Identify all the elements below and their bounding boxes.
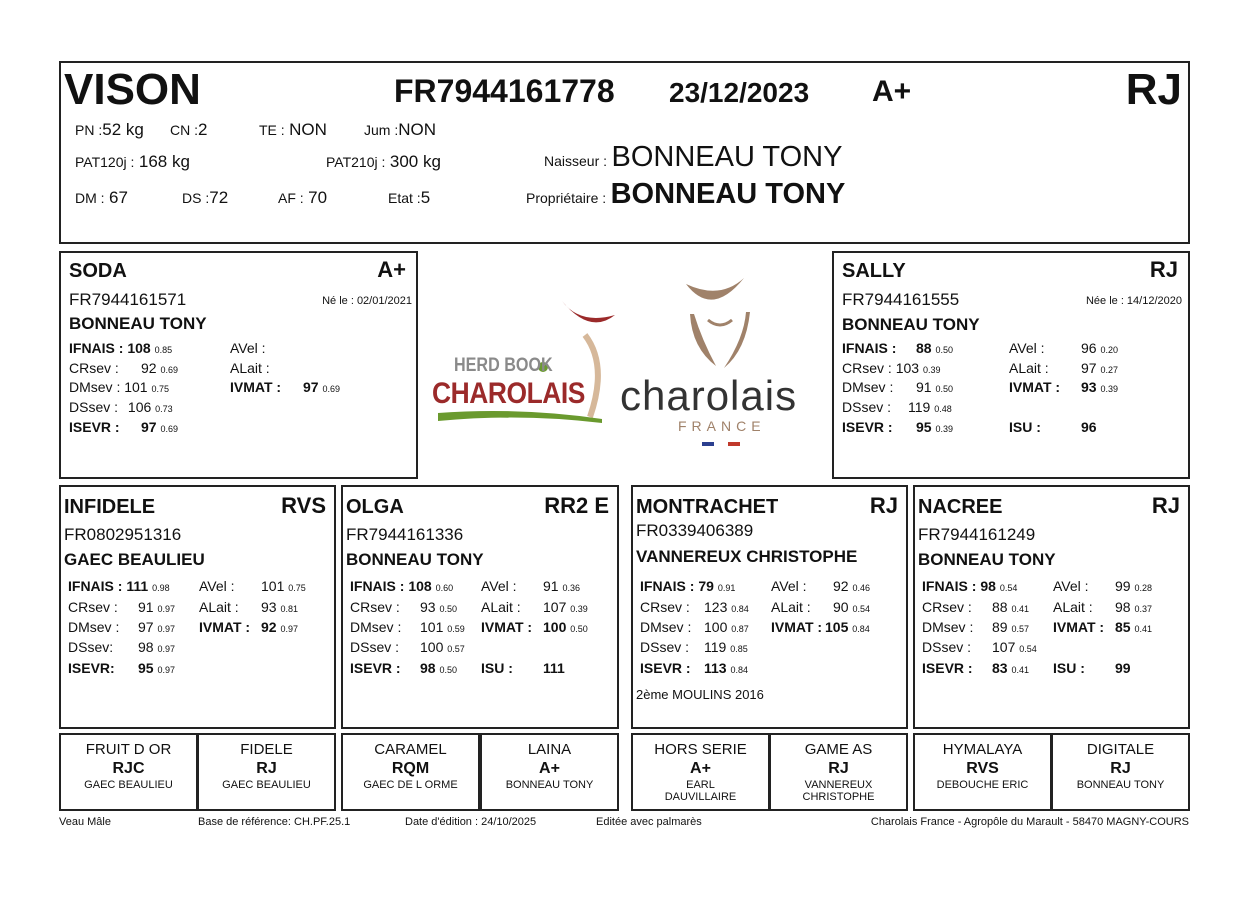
gp-ivmat: IVMAT : (1053, 619, 1105, 635)
great-grandparent-box (913, 733, 1052, 811)
etat-field (388, 188, 430, 208)
gp-isu: ISU : (1053, 660, 1085, 676)
ggp-grade: RVS (966, 760, 999, 777)
grandparent-grade: RJ (1151, 493, 1180, 518)
sire-id: FR7944161571 (69, 290, 187, 309)
grandparent-owner: VANNEREUX CHRISTOPHE (636, 547, 858, 566)
gp-crsev-value: 123 0.84 (704, 599, 749, 615)
pat120-value: 168 kg (138, 152, 190, 171)
gp-dssev: DSsev: (68, 639, 114, 655)
gp-crsev-value: 91 0.97 (138, 599, 175, 615)
animal-date: 23/12/2023 (669, 77, 810, 108)
proprietaire-label: Propriétaire : (526, 190, 607, 206)
great-grandparent-box (1051, 733, 1190, 811)
gp-alait: ALait : (1053, 599, 1093, 615)
te-label: TE : (259, 122, 285, 138)
gp-ivmat-value: 92 0.97 (261, 619, 298, 635)
grandparent-id: FR7944161249 (918, 525, 1036, 544)
grandparent-owner: BONNEAU TONY (918, 550, 1056, 569)
naisseur-field (544, 141, 842, 174)
gp-dmsev: DMsev : (350, 619, 402, 635)
dam-grade: RJ (1149, 257, 1178, 282)
sire-isevr-value: 97 0.69 (141, 419, 178, 435)
dam-alait: ALait : (1009, 360, 1049, 376)
grandparent-box (341, 485, 619, 729)
ggp-name: FRUIT D OR (85, 741, 172, 758)
dam-crsev: CRsev : 103 0.39 (842, 360, 941, 376)
gp-crsev-value: 88 0.41 (992, 599, 1029, 615)
grandparent-owner: BONNEAU TONY (346, 550, 484, 569)
dam-avel: AVel : (1009, 340, 1045, 356)
naisseur-value: BONNEAU TONY (611, 141, 843, 173)
animal-name: VISON (64, 65, 201, 114)
gp-isu-value: 111 (543, 660, 565, 676)
gp-alait-value: 107 0.39 (543, 599, 588, 615)
ds-value: 72 (209, 188, 229, 207)
ggp-name: HYMALAYA (942, 741, 1023, 758)
ggp-grade: RJ (1110, 760, 1131, 777)
sire-crsev: CRsev : (69, 360, 119, 376)
dam-dssev: DSsev : (842, 399, 892, 415)
gp-isevr: ISEVR : (640, 660, 691, 676)
dam-owner: BONNEAU TONY (842, 315, 980, 334)
ds-label: DS : (182, 190, 210, 206)
sire-dmsev: DMsev : 101 0.75 (69, 379, 170, 395)
great-grandparent-box (341, 733, 480, 811)
cn-value: 2 (198, 120, 208, 139)
animal-grade: A+ (872, 75, 912, 108)
ggp-owner: GAEC DE L ORME (363, 779, 458, 791)
ggp-grade: RJ (256, 760, 277, 777)
dam-dssev-value: 119 0.48 (908, 399, 952, 415)
ggp-grade: RJC (112, 760, 145, 777)
gp-alait-value: 90 0.54 (833, 599, 870, 615)
great-grandparent-box (480, 733, 619, 811)
grandparent-name: OLGA (346, 496, 404, 518)
gp-crsev-value: 93 0.50 (420, 599, 457, 615)
gp-ifnais: IFNAIS : 79 0.91 (640, 578, 736, 594)
pat210-value: 300 kg (389, 152, 441, 171)
sire-ivmat-value: 97 0.69 (303, 379, 340, 395)
animal-qualification: RJ (1125, 65, 1182, 114)
ggp-name: GAME AS (804, 741, 873, 758)
gp-dssev-value: 98 0.97 (138, 639, 175, 655)
gp-ifnais: IFNAIS : 111 0.98 (68, 578, 170, 594)
gp-isevr-value: 83 0.41 (992, 660, 1029, 676)
gp-palmares: 2ème MOULINS 2016 (636, 687, 764, 702)
gp-dmsev: DMsev : (68, 619, 120, 635)
footer-edition-date: Date d'édition : 24/10/2025 (405, 816, 537, 828)
dam-dmsev: DMsev : (842, 379, 894, 395)
gp-dssev-value: 119 0.85 (704, 639, 748, 655)
jum-label: Jum : (364, 122, 399, 138)
pn-label: PN : (75, 122, 103, 138)
dam-name: SALLY (842, 260, 906, 282)
ggp-owner: GAEC BEAULIEU (84, 779, 173, 791)
sire-alait: ALait : (230, 360, 270, 376)
pat120-field (75, 152, 190, 172)
gp-isevr: ISEVR : (350, 660, 401, 676)
dam-ifnais: IFNAIS : (842, 340, 897, 356)
sire-name: SODA (69, 260, 127, 282)
sire-avel: AVel : (230, 340, 266, 356)
gp-crsev: CRsev : (640, 599, 690, 615)
gp-ifnais: IFNAIS : 108 0.60 (350, 578, 454, 594)
sire-box (59, 251, 418, 479)
gp-ivmat: IVMAT : (771, 619, 823, 635)
ggp-owner: DEBOUCHE ERIC (936, 779, 1029, 791)
grandparent-name: INFIDELE (64, 496, 156, 518)
pat210-field (326, 152, 441, 172)
great-grandparent-box (59, 733, 198, 811)
af-field (278, 188, 327, 208)
gp-ivmat-value: 85 0.41 (1115, 619, 1152, 635)
dam-isevr: ISEVR : (842, 419, 893, 435)
footer-animal-type: Veau Mâle (59, 816, 111, 828)
pat210-label: PAT210j : (326, 154, 386, 170)
charolais-france-logo (620, 278, 825, 450)
etat-label: Etat : (388, 190, 421, 206)
gp-isu-value: 99 (1115, 660, 1131, 676)
sire-dssev: DSsev : 106 0.73 (69, 399, 173, 415)
dam-avel-value: 96 0.20 (1081, 340, 1118, 356)
te-field (259, 120, 327, 140)
dam-ifnais-value: 88 0.50 (916, 340, 953, 356)
gp-alait-value: 93 0.81 (261, 599, 298, 615)
ggp-grade: RQM (391, 760, 430, 777)
pn-value: 52 kg (102, 120, 144, 139)
dam-dmsev-value: 91 0.50 (916, 379, 953, 395)
ggp-owner: BONNEAU TONY (1076, 779, 1165, 791)
gp-avel-value: 92 0.46 (833, 578, 870, 594)
gp-dssev-value: 107 0.54 (992, 639, 1037, 655)
ggp-name: CARAMEL (374, 741, 447, 758)
gp-avel-value: 101 0.75 (261, 578, 306, 594)
ggp-name: HORS SERIE (654, 741, 747, 758)
gp-alait: ALait : (771, 599, 811, 615)
af-label: AF : (278, 190, 304, 206)
gp-alait: ALait : (199, 599, 239, 615)
grandparent-grade: RR2 E (544, 493, 609, 518)
sire-ivmat: IVMAT : (230, 379, 282, 395)
gp-dmsev: DMsev : (640, 619, 692, 635)
footer-address: Charolais France - Agropôle du Marault - 58470 MAGNY-COURS (870, 816, 1189, 828)
gp-ivmat-value: 100 0.50 (543, 619, 588, 635)
gp-ivmat: IVMAT : (481, 619, 533, 635)
dam-alait-value: 97 0.27 (1081, 360, 1118, 376)
grandparent-name: MONTRACHET (636, 496, 779, 518)
te-value: NON (289, 120, 327, 139)
sire-birthdate: Né le : 02/01/2021 (322, 295, 412, 307)
gp-isevr: ISEVR : (922, 660, 973, 676)
proprietaire-value: BONNEAU TONY (610, 178, 846, 210)
footer-palmares: Editée avec palmarès (596, 816, 702, 828)
gp-isevr-value: 98 0.50 (420, 660, 457, 676)
etat-value: 5 (420, 188, 431, 207)
jum-field (364, 120, 436, 140)
gp-ivmat-value: 105 0.84 (825, 619, 870, 635)
dm-value: 67 (109, 188, 128, 207)
gp-dssev: DSsev : (922, 639, 972, 655)
dm-label: DM : (75, 190, 105, 206)
charolais-wordmark: charolais (620, 372, 798, 419)
gp-ifnais: IFNAIS : 98 0.54 (922, 578, 1018, 594)
ggp-grade: A+ (690, 760, 711, 777)
ggp-owner: EARL DAUVILLAIRE (664, 779, 737, 803)
ggp-name: LAINA (527, 741, 572, 758)
gp-isevr-value: 95 0.97 (138, 660, 175, 676)
gp-ivmat: IVMAT : (199, 619, 251, 635)
gp-dmsev-value: 101 0.59 (420, 619, 465, 635)
gp-dmsev: DMsev : (922, 619, 974, 635)
grandparent-box (59, 485, 336, 729)
grandparent-grade: RVS (281, 493, 326, 518)
gp-avel: AVel : (199, 578, 235, 594)
grandparent-id: FR0802951316 (64, 525, 182, 544)
ds-field (182, 188, 228, 208)
pat120-label: PAT120j : (75, 154, 135, 170)
grandparent-grade: RJ (869, 493, 898, 518)
ggp-owner: GAEC BEAULIEU (222, 779, 311, 791)
great-grandparent-box (769, 733, 908, 811)
dam-isu-value: 96 (1081, 419, 1097, 435)
cn-field (170, 120, 207, 140)
jum-value: NON (398, 120, 437, 139)
france-wordmark: FRANCE (678, 418, 766, 434)
dam-isevr-value: 95 0.39 (916, 419, 953, 435)
grandparent-id: FR0339406389 (636, 521, 754, 540)
ggp-owner: BONNEAU TONY (505, 779, 594, 791)
herdbook-charolais-text: CHAROLAIS (432, 377, 585, 410)
grandparent-id: FR7944161336 (346, 525, 464, 544)
gp-dmsev-value: 97 0.97 (138, 619, 175, 635)
footer-base: Base de référence: CH.PF.25.1 (198, 816, 351, 828)
proprietaire-field (526, 178, 845, 211)
gp-dmsev-value: 100 0.87 (704, 619, 749, 635)
gp-dmsev-value: 89 0.57 (992, 619, 1029, 635)
great-grandparent-box (631, 733, 770, 811)
grandparent-name: NACREE (918, 496, 1003, 518)
animal-id: FR7944161778 (394, 73, 615, 109)
ggp-grade: A+ (539, 760, 560, 777)
dam-ivmat: IVMAT : (1009, 379, 1061, 395)
pn-field (75, 120, 144, 140)
herdbook-logo (430, 295, 620, 425)
sire-ifnais: IFNAIS : 108 0.85 (69, 340, 173, 356)
cn-label: CN : (170, 122, 198, 138)
gp-isu: ISU : (481, 660, 513, 676)
naisseur-label: Naisseur : (544, 153, 608, 169)
sire-grade: A+ (377, 257, 406, 282)
dam-box (832, 251, 1190, 479)
ggp-name: DIGITALE (1086, 741, 1155, 758)
gp-dssev-value: 100 0.57 (420, 639, 465, 655)
sire-isevr: ISEVR : (69, 419, 120, 435)
sire-owner: BONNEAU TONY (69, 314, 207, 333)
gp-alait-value: 98 0.37 (1115, 599, 1152, 615)
gp-dssev: DSsev : (350, 639, 400, 655)
gp-avel: AVel : (1053, 578, 1089, 594)
gp-alait: ALait : (481, 599, 521, 615)
gp-avel: AVel : (481, 578, 517, 594)
grandparent-owner: GAEC BEAULIEU (64, 550, 205, 569)
dam-ivmat-value: 93 0.39 (1081, 379, 1118, 395)
gp-avel-value: 99 0.28 (1115, 578, 1152, 594)
great-grandparent-box (197, 733, 336, 811)
sire-crsev-value: 92 0.69 (141, 360, 178, 376)
grandparent-box (631, 485, 908, 729)
af-value: 70 (308, 188, 328, 207)
dam-id: FR7944161555 (842, 290, 960, 309)
ggp-owner: VANNEREUX CHRISTOPHE (802, 779, 875, 803)
herdbook-text: HERD BOOK (454, 355, 553, 376)
grandparent-box (913, 485, 1190, 729)
ggp-grade: RJ (828, 760, 849, 777)
dam-birthdate: Née le : 14/12/2020 (1085, 295, 1182, 307)
gp-avel: AVel : (771, 578, 807, 594)
animal-header-box (59, 61, 1190, 244)
gp-isevr-value: 113 0.84 (704, 660, 749, 676)
dam-isu: ISU : (1009, 419, 1041, 435)
dm-field (75, 188, 128, 208)
gp-crsev: CRsev : (922, 599, 972, 615)
gp-crsev: CRsev : (68, 599, 118, 615)
gp-crsev: CRsev : (350, 599, 400, 615)
gp-avel-value: 91 0.36 (543, 578, 580, 594)
gp-isevr: ISEVR: (68, 660, 115, 676)
gp-dssev: DSsev : (640, 639, 690, 655)
ggp-name: FIDELE (240, 741, 293, 758)
